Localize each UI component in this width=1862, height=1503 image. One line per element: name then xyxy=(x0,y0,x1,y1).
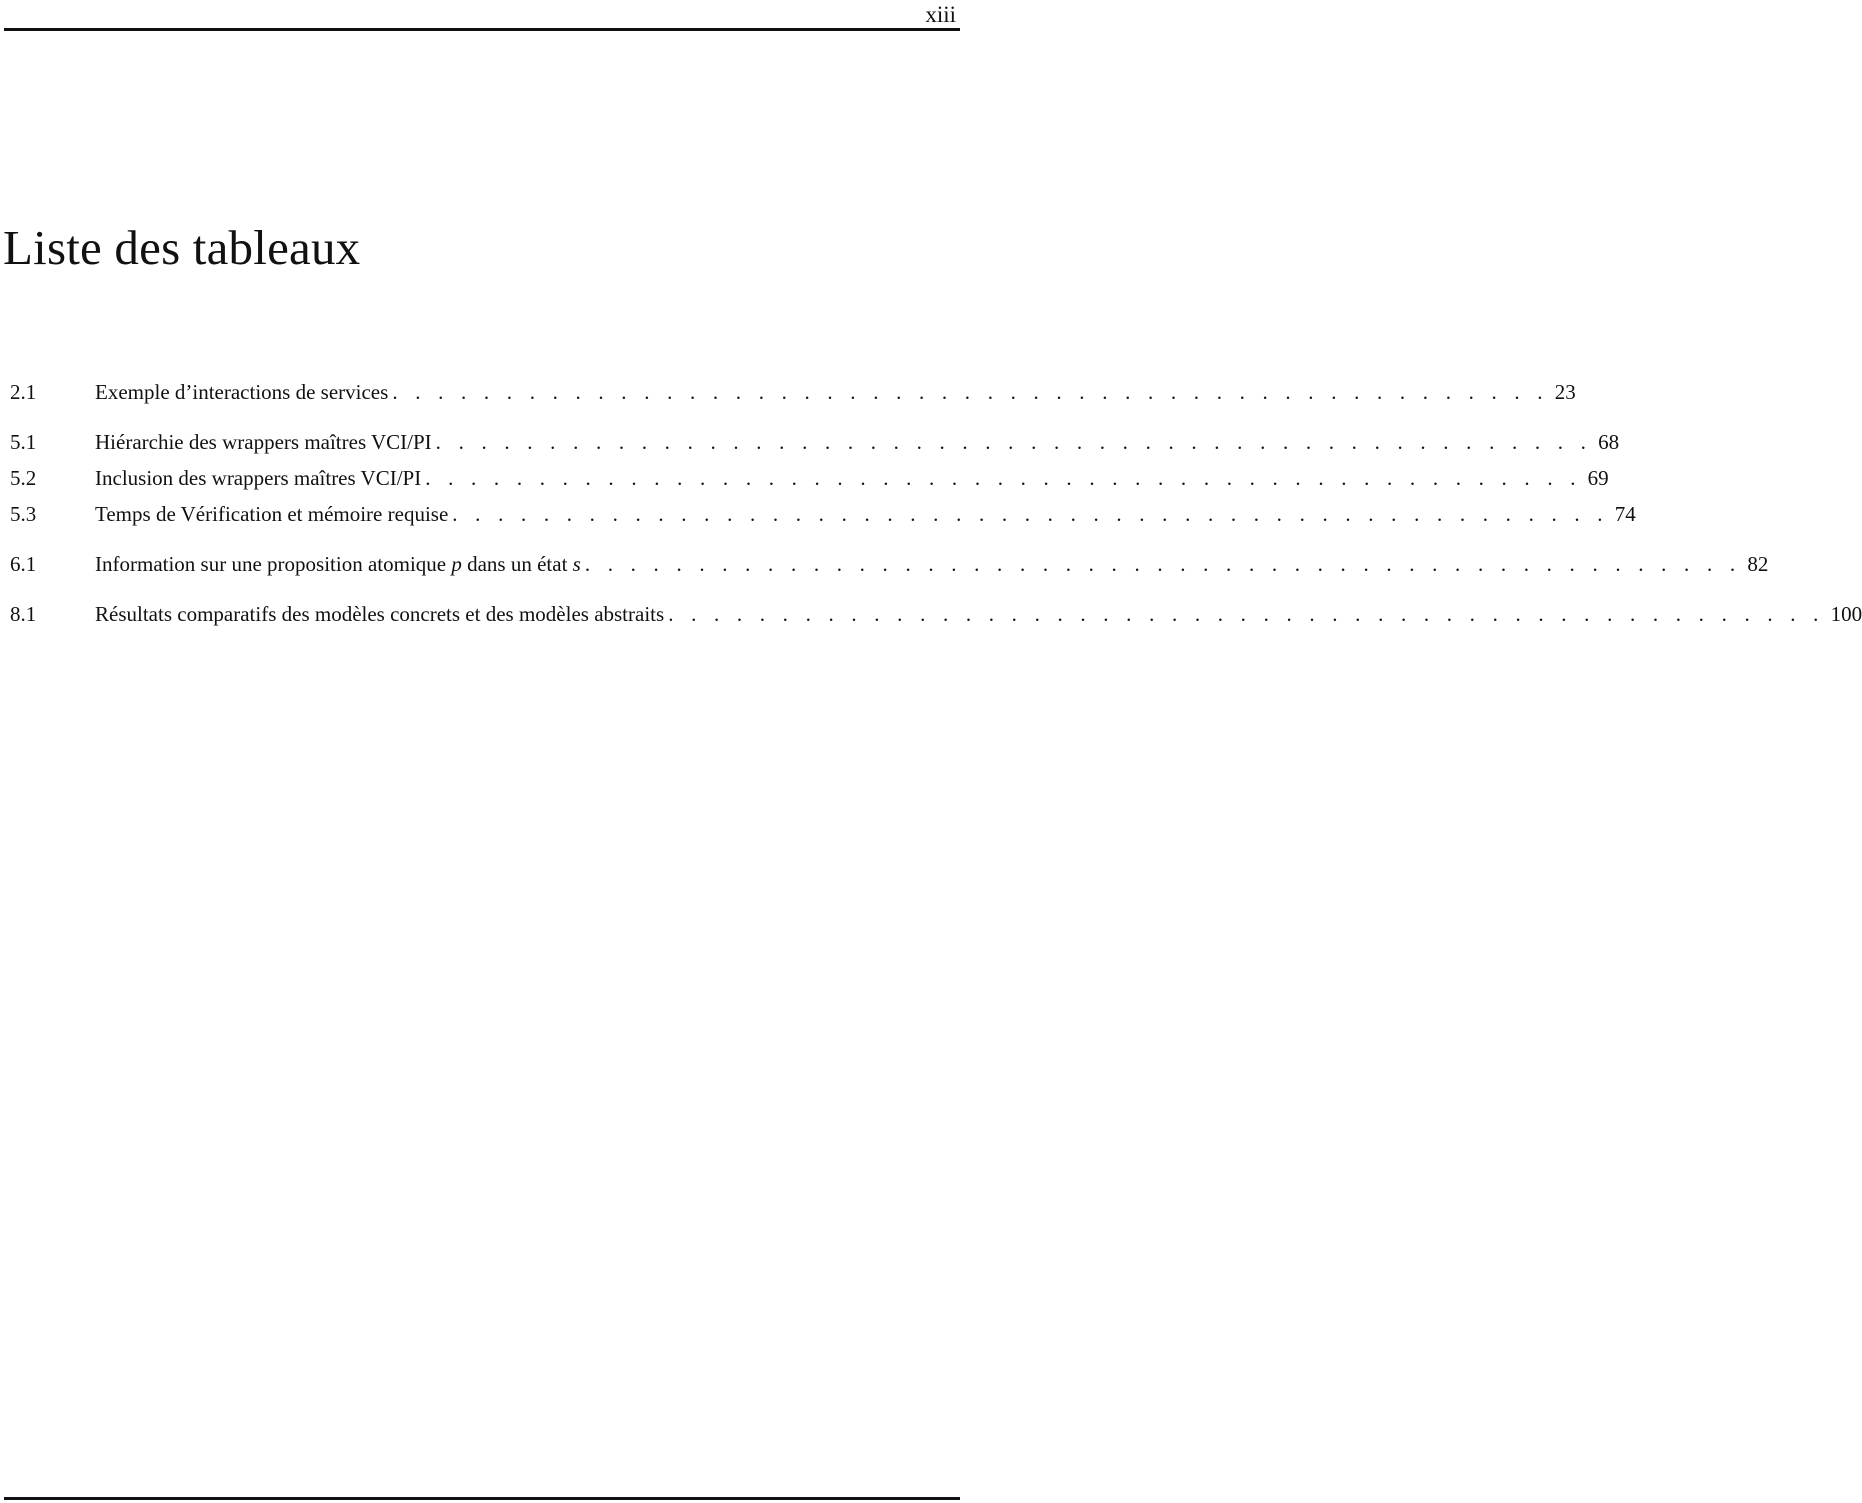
entry-number: 5.2 xyxy=(10,466,37,490)
dot-leader: . . . . . . . . . . . . . . . . . . . . . . . . . . . . . . . . . . . . . . . . . . . . . . . . . . . xyxy=(584,552,1742,576)
footer-rule xyxy=(4,1497,960,1500)
header-rule xyxy=(4,28,960,31)
entry-page: 23 xyxy=(1554,380,1576,404)
toc-group-chapter-6 xyxy=(10,546,1769,582)
page-number: xiii xyxy=(925,2,956,27)
entry-number: 8.1 xyxy=(10,602,37,626)
entry-number: 2.1 xyxy=(10,380,37,404)
entry-title: Temps de Vérification et mémoire requise xyxy=(95,502,449,526)
dot-leader: . . . . . . . . . . . . . . . . . . . . . . . . . . . . . . . . . . . . . . . . . . . . . . . . . . . xyxy=(392,380,1549,404)
toc-entry[interactable] xyxy=(10,460,1609,496)
toc-group-chapter-8 xyxy=(10,596,1862,632)
entry-title-text: dans un état xyxy=(461,552,573,576)
entry-number: 6.1 xyxy=(10,552,37,576)
toc-entry[interactable] xyxy=(10,374,1576,410)
entry-page: 82 xyxy=(1747,552,1769,576)
toc-entry[interactable] xyxy=(10,424,1620,460)
math-variable-p: p xyxy=(451,552,462,576)
entry-title: Inclusion des wrappers maîtres VCI/PI xyxy=(95,466,422,490)
list-of-tables xyxy=(10,374,1862,632)
dot-leader: . . . . . . . . . . . . . . . . . . . . . . . . . . . . . . . . . . . . . . . . . . . . . . . . . . . xyxy=(452,502,1609,526)
entry-page: 100 xyxy=(1830,602,1862,626)
toc-entry[interactable] xyxy=(10,546,1769,582)
entry-page: 69 xyxy=(1587,466,1609,490)
dot-leader: . . . . . . . . . . . . . . . . . . . . . . . . . . . . . . . . . . . . . . . . . . . . . . . . . . . xyxy=(435,430,1593,454)
toc-entry[interactable] xyxy=(10,496,1636,532)
entry-page: 68 xyxy=(1598,430,1620,454)
entry-title xyxy=(95,546,585,582)
math-variable-s: s xyxy=(572,552,581,576)
entry-title: Hiérarchie des wrappers maîtres VCI/PI xyxy=(95,430,432,454)
entry-title: Exemple d’interactions de services xyxy=(95,380,389,404)
dot-leader: . . . . . . . . . . . . . . . . . . . . . . . . . . . . . . . . . . . . . . . . . . . . . . . . . . . xyxy=(425,466,1582,490)
entry-number: 5.1 xyxy=(10,430,37,454)
dot-leader: . . . . . . . . . . . . . . . . . . . . . . . . . . . . . . . . . . . . . . . . . . . . . . . . . . . xyxy=(668,602,1825,626)
page-title: Liste des tableaux xyxy=(3,220,361,275)
toc-entry[interactable] xyxy=(10,596,1862,632)
toc-group-chapter-5 xyxy=(10,424,1636,532)
entry-number: 5.3 xyxy=(10,502,37,526)
entry-title: Résultats comparatifs des modèles concrets et des modèles abstraits xyxy=(95,602,665,626)
entry-page: 74 xyxy=(1614,502,1636,526)
toc-group-chapter-2 xyxy=(10,374,1576,410)
entry-title-text: Information sur une proposition atomique xyxy=(95,552,452,576)
